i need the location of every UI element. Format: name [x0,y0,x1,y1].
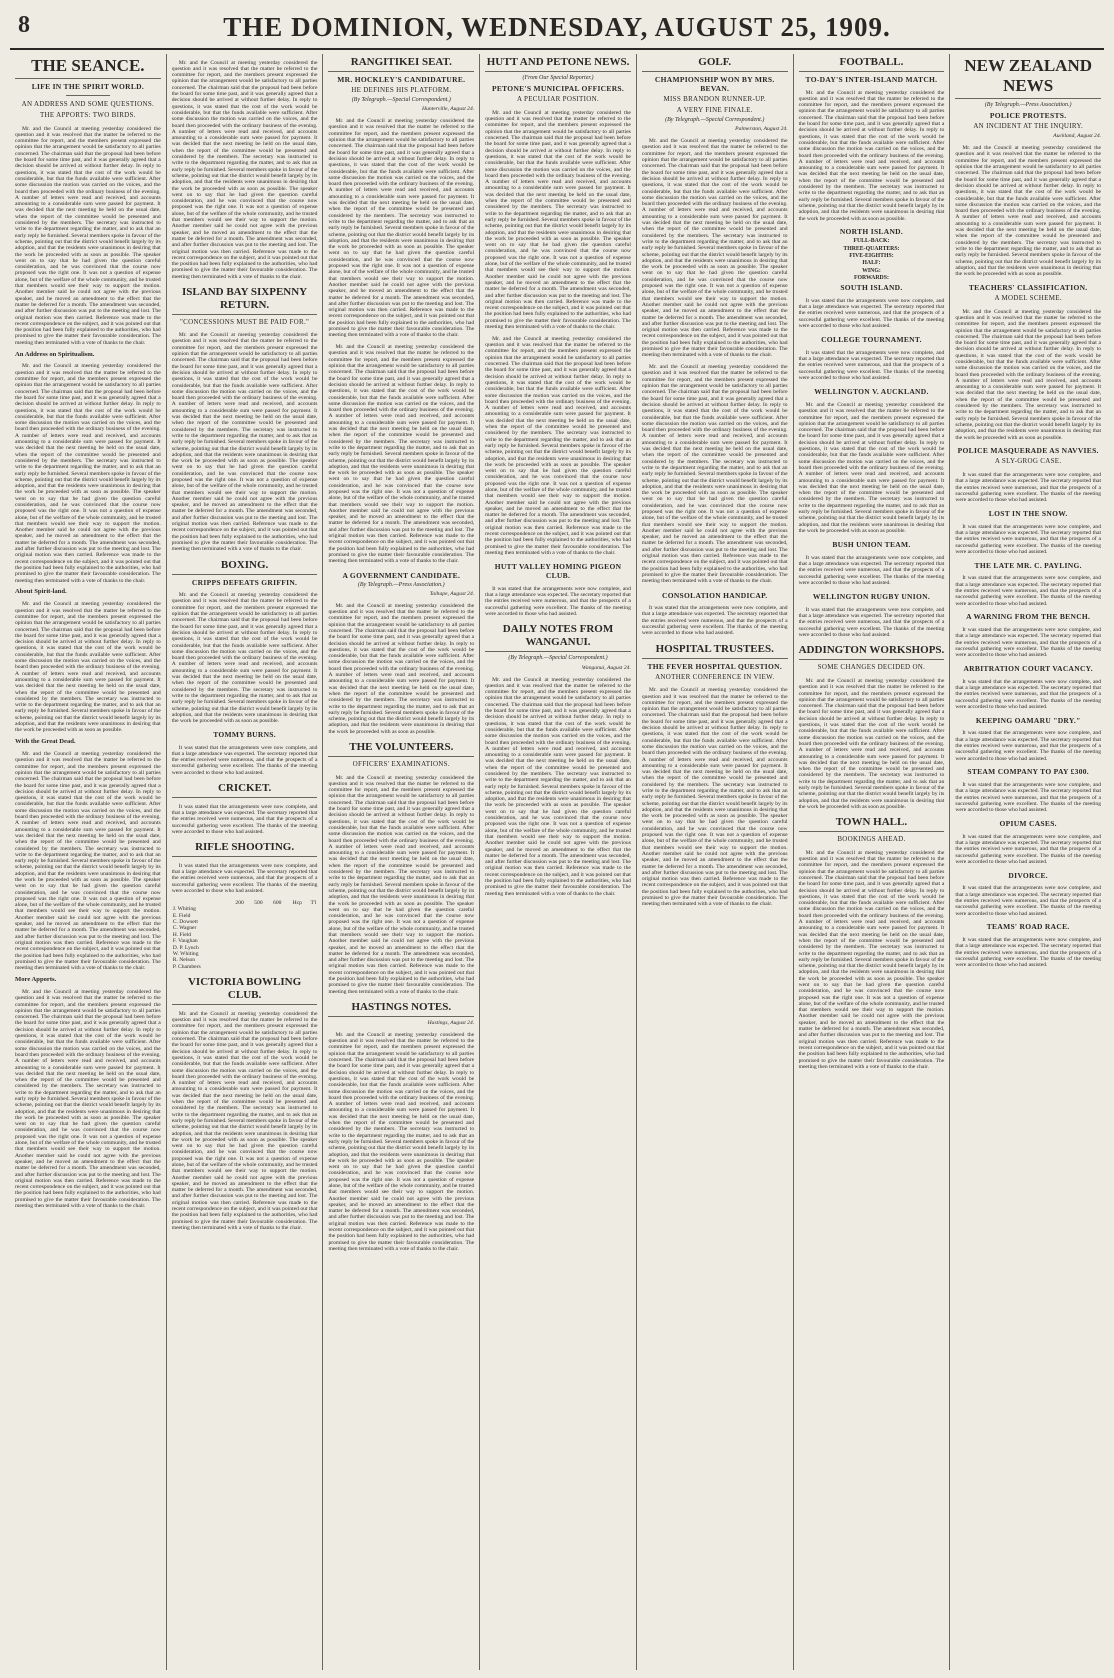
article-hutt-petone [485,56,631,556]
section-heading: About Spirit-land. [15,588,67,596]
article-body [15,751,161,971]
headline: VICTORIA BOWLING CLUB. [172,976,318,1005]
article-body [172,332,318,552]
dateline: Hunterville, August 24. [422,106,475,113]
article-body [955,145,1101,277]
article-body [955,472,1101,503]
column-2 [166,54,323,1670]
team-position: FULL-BACK: [853,238,890,245]
headline: DAILY NOTES FROM WANGANUI. [485,623,631,652]
shooter-name: E. Field [172,912,191,919]
article-body [485,586,631,617]
subheading: A WARNING FROM THE BENCH. [966,612,1091,622]
column-1 [10,54,166,1670]
subheading: A GOVERNMENT CANDIDATE. [342,570,461,580]
subheading: CRIPPS DEFEATS GRIFFIN. [191,577,298,587]
team-heading: NORTH ISLAND. [839,227,904,237]
subheading: LOST IN THE SNOW. [988,509,1068,519]
article-football [799,56,945,329]
article-body [172,863,318,894]
section-heading: With the Great Dead. [15,738,76,746]
article-body [799,402,945,534]
subheading: COLLEGE TOURNAMENT. [821,335,922,345]
article-body [328,1032,474,1252]
article-body [955,575,1101,606]
subheading: A MODEL SCHEME. [994,294,1062,303]
headline: THE VOLUNTEERS. [328,741,474,757]
article-rifle-shooting [172,841,318,970]
team-position: FIVE-EIGHTHS: [849,253,894,260]
subheading: SOME CHANGES DECIDED ON. [817,663,926,672]
article-bush-union [799,540,945,586]
article-nz-news [955,56,1101,969]
subheading: ARBITRATION COURT VACANCY. [963,664,1093,674]
article-body [955,885,1101,916]
article-town-hall [799,816,945,1070]
shooter-name: C. Dowsett [172,919,198,926]
shooter-name: D. P. Lynch [172,944,199,951]
shooter-name: R. Nelson [172,957,196,964]
article-hospital [642,643,788,908]
article-body [799,298,945,329]
team-position: HALF: [862,260,881,267]
subheading: A SLY-GROG CASE. [994,457,1062,466]
article-body [799,350,945,381]
byline: (By Telegraph.—Press Association.) [357,581,445,588]
subheading: PETONE'S MUNICIPAL OFFICERS. [491,84,625,94]
shooter-name: P. Chambers [172,963,201,970]
headline: HASTINGS NOTES. [328,1001,474,1017]
column-7 [949,54,1106,1670]
article-body [328,344,474,564]
subheading: ANOTHER CONFERENCE IN VIEW. [655,672,775,681]
article-golf [642,56,788,585]
article-body [485,110,631,330]
columns [10,54,1106,1670]
subheading: DIVORCE. [1008,870,1048,880]
article-government-candidate [328,571,474,735]
dateline: Wanganui, August 24. [581,664,631,671]
subheading: THE LATE MR. C. PAYLING. [974,560,1082,570]
article-body [955,937,1101,968]
scores-table [172,900,318,970]
headline: FOOTBALL. [799,56,945,72]
byline: (By Telegraph.—Special Correspondent.) [351,97,451,103]
subheading: AN INCIDENT AT THE INQUIRY. [973,122,1083,131]
byline: (By Telegraph.—Press Association.) [984,102,1072,108]
section-heading: An Address on Spiritualism. [15,350,95,358]
headline: HOSPITAL TRUSTEES. [642,643,788,659]
subheading: STEAM COMPANY TO PAY £300. [967,767,1089,777]
article-body [172,592,318,724]
article-seance [15,56,161,1209]
shooter-name: F. Vaughan [172,938,198,945]
subheading: WELLINGTON RUGBY UNION. [812,592,931,602]
team-position: WING: [862,267,881,274]
article-consolation [642,591,788,637]
article-wanganui [485,623,631,897]
subheading: CHAMPIONSHIP WON BY MRS. BEVAN. [654,75,775,93]
article-body [955,782,1101,813]
section-heading: More Apports. [15,976,57,984]
subheading: WELLINGTON V. AUCKLAND. [814,387,929,397]
column-3 [322,54,479,1670]
article-body [328,775,474,995]
team-heading: SOUTH ISLAND. [840,283,903,293]
article-body [15,989,161,1209]
subheading: KEEPING OAMARU "DRY." [975,715,1081,725]
article-body [328,603,474,735]
article-boxing [172,559,318,777]
subheading: TEACHERS' CLASSIFICATION. [968,283,1088,293]
headline: TOWN HALL. [799,816,945,832]
subheading: BUSH UNION TEAM. [832,540,911,550]
article-body [172,1011,318,1231]
article-body [955,309,1101,441]
article-body [172,804,318,835]
team-position: THREE-QUARTERS: [843,245,900,252]
subheading: "CONCESSIONS MUST BE PAID FOR." [179,317,310,326]
headline: ADDINGTON WORKSHOPS. [799,644,945,660]
article-body [485,336,631,556]
subheading: POLICE MASQUERADE AS NAVVIES. [957,446,1099,456]
headline: GOLF. [642,56,788,72]
article-body [799,90,945,222]
article-rugby-union [799,592,945,638]
article-body [955,730,1101,761]
article-rangitikei [328,56,474,565]
article-addington [799,644,945,810]
article-volunteers [328,741,474,995]
article-body [799,607,945,638]
headline: THE SEANCE. [15,56,161,79]
column-6 [793,54,950,1670]
table-header: 600 [273,899,282,906]
article-body [955,834,1101,865]
table-header: 200 [235,899,244,906]
article-body [15,601,161,733]
byline: (By Telegraph.—Special Correspondent.) [665,117,765,123]
subheading: CONSOLATION HANDICAP. [661,590,768,600]
subheading: THE FEVER HOSPITAL QUESTION. [647,661,782,671]
article-island-bay [172,286,318,553]
byline: (By Telegraph.—Special Correspondent.) [508,655,608,662]
shooter-name: C. Wagner [172,925,197,932]
headline: RANGITIKEI SEAT. [328,56,474,72]
article-pigeon-club [485,562,631,617]
subheading: LIFE IN THE SPIRIT WORLD. [31,82,145,91]
article-cricket [172,782,318,835]
dateline: Palmerston, August 24. [735,126,788,133]
subheading: TEAMS' ROAD RACE. [986,922,1070,932]
article-body [172,745,318,776]
article-body [955,627,1101,658]
dateline: Hastings, August 24. [427,1019,475,1026]
headline: ISLAND BAY SIXPENNY RETURN. [172,286,318,315]
article-body [172,60,318,280]
subheading: HUTT VALLEY HOMING PIGEON CLUB. [494,562,622,581]
masthead [10,8,1104,50]
article-wellington-auckland [799,387,945,534]
byline: (From Our Special Reporter.) [522,75,594,81]
column-4 [479,54,636,1670]
shooter-name: J. Whiting [172,906,196,913]
article-body [328,118,474,338]
page-number: 8 [18,12,30,38]
article-body [15,363,161,583]
article-body [642,687,788,907]
article-body [799,850,945,1070]
subheading: TO-DAY'S INTER-ISLAND MATCH. [805,75,938,84]
article-body [15,126,161,346]
article-body [642,138,788,358]
team-position: FORWARDS: [854,274,889,281]
table-row [172,964,318,970]
article-body [642,364,788,584]
subheading: TOMMY BURNS. [213,729,276,739]
article-body [799,555,945,586]
divider [66,95,110,96]
subheading: POLICE PROTESTS. [989,111,1067,121]
subheading: HE DEFINES HIS PLATFORM. [351,86,452,94]
headline: BOXING. [172,559,318,575]
article-hastings [328,1001,474,1252]
subheading: OFFICERS' EXAMINATIONS. [352,759,450,768]
subheading: A VERY FINE FINALE. [676,106,753,114]
subheading: MISS BRANDON RUNNER-UP. [663,95,766,103]
article-body [955,679,1101,710]
subheading: MR. HOCKLEY'S CANDIDATURE. [337,75,466,84]
dateline: Auckland, August 24. [1053,133,1102,140]
shooter-name: H. Field [172,931,192,938]
table-header: T'l [310,899,317,906]
subheading: THE APPORTS: TWO BIRDS. [39,111,136,119]
article-body [955,524,1101,555]
table-header: Hcp [292,899,302,906]
headline: CRICKET. [172,782,318,798]
article-body [642,605,788,636]
article-bowling [172,976,318,1231]
headline: RIFLE SHOOTING. [172,841,318,857]
shooter-name: W. Whiting [172,951,199,958]
headline: NEW ZEALAND NEWS [955,56,1101,99]
article-body [485,677,631,897]
table-header: 500 [254,899,263,906]
subheading: BOOKINGS AHEAD. [837,835,906,844]
subheading: OPIUM CASES. [999,819,1057,829]
subheading: AN ADDRESS AND SOME QUESTIONS. [21,100,155,108]
subheading: A PECULIAR POSITION. [516,95,600,104]
headline: HUTT AND PETONE NEWS. [485,56,631,72]
dateline: Taihape, August 24. [429,590,475,597]
column-5 [636,54,793,1670]
article-college-tournament [799,335,945,381]
newspaper-title: THE DOMINION, WEDNESDAY, AUGUST 25, 1909. [223,12,891,42]
article-body [799,678,945,810]
